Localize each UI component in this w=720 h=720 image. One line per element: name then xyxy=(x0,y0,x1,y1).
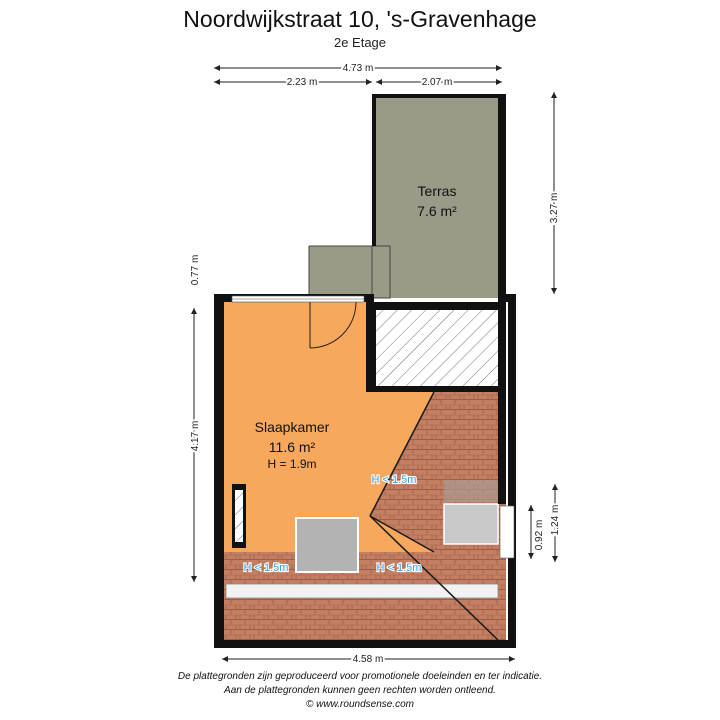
footer-copyright: © www.roundsense.com xyxy=(306,699,414,710)
dim-left-room: 4.17 m xyxy=(190,420,201,452)
dim-right-terras: 3.27 m xyxy=(549,192,560,224)
slaapkamer-area-label: 11.6 m² xyxy=(268,439,316,455)
dim-top-left: 2.23 m xyxy=(286,77,318,88)
floor-subtitle: 2e Etage xyxy=(333,35,387,50)
dormer-window xyxy=(444,504,498,544)
terras-area xyxy=(309,94,506,298)
slaapkamer-height-label: H = 1.9m xyxy=(267,457,317,471)
height-note-bottom-right: H < 1.5m xyxy=(376,562,422,574)
footer-disclaimer-2: Aan de plattegronden kunnen geen rechten worden ontleend. xyxy=(224,685,496,696)
right-window xyxy=(500,506,514,558)
shaft xyxy=(366,302,502,392)
height-note-bottom-left: H < 1.5m xyxy=(243,562,289,574)
dim-top-right: 2.07 m xyxy=(421,77,453,88)
terras-label: Terras xyxy=(417,183,457,199)
terras-area-label: 7.6 m² xyxy=(417,203,457,219)
dim-top-total: 4.73 m xyxy=(342,63,374,74)
footer-disclaimer-1: De plattegronden zijn geproduceerd voor promotionele doeleinden en ter indicatie. xyxy=(177,671,543,682)
page-title: Noordwijkstraat 10, 's-Gravenhage xyxy=(183,6,537,32)
dim-bottom-total: 4.58 m xyxy=(352,654,384,665)
dim-right-lower: 1.24 m xyxy=(550,504,561,536)
slaapkamer-label: Slaapkamer xyxy=(254,419,330,435)
top-window xyxy=(232,296,364,302)
height-note-right: H < 1.5m xyxy=(371,474,417,486)
skylight xyxy=(296,518,358,572)
dim-right-window: 0.92 m xyxy=(534,519,545,551)
dim-left-small: 0.77 m xyxy=(190,254,201,286)
